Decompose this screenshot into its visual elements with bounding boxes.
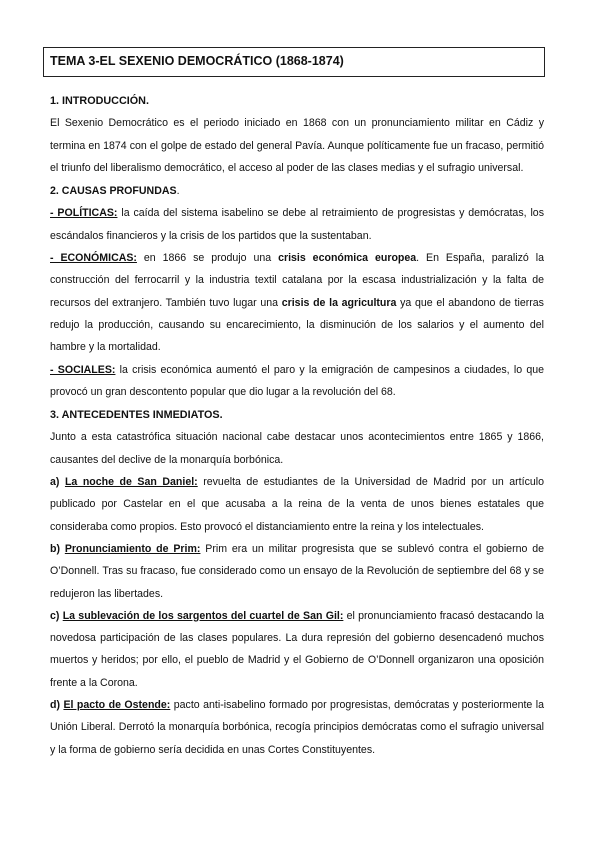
label-economicas: - ECONÓMICAS:	[50, 252, 137, 265]
label-politicas: - POLÍTICAS:	[50, 207, 118, 220]
heading-period: .	[176, 185, 180, 198]
section-heading-introduccion: 1. INTRODUCCIÓN.	[50, 95, 149, 107]
document-body	[50, 90, 544, 761]
item-label: La noche de San Daniel:	[64, 476, 198, 489]
paragraph-economicas	[50, 247, 544, 358]
paragraph-politicas	[50, 202, 544, 247]
item-text: revuelta de estudiantes de la Universidad de Madrid por un artículo publicado por Castelar en el que acusaba a la reina de la venta de unos bienes estatales que consideraba como propios. Esto provocó el distanciamiento entre la reina y los intelectuales.	[50, 476, 545, 533]
item-label: Pronunciamiento de Prim:	[64, 542, 201, 555]
list-item-c	[50, 605, 544, 694]
text-sociales: la crisis económica aumentó el paro y la emigración de campesinos a ciudades, lo que provocó un gran descontento popular que dio lugar a la revolución del 68.	[50, 363, 545, 398]
title-box	[43, 47, 545, 77]
item-label: El pacto de Ostende:	[63, 699, 171, 712]
list-item-a	[50, 471, 544, 538]
item-letter: b)	[50, 542, 60, 555]
paragraph-antecedentes-intro: Junto a esta catastrófica situación nacional cabe destacar unos acontecimientos entre 1865 y 1866, causantes del declive de la monarquía borbónica.	[50, 431, 544, 466]
text-economicas-3: ya que el abandono de tierras redujo la producción, causando su encarecimiento, la disminución de los salarios y el aumento del hambre y la mortalidad.	[50, 296, 544, 354]
item-text: pacto anti-isabelino formado por progresistas, demócratas y posteriormente la Unión Liberal. Derrotó la monarquía borbónica, recogía principios demócratas como el sufragio universal y la forma de gobierno sería decidida en unas Cortes Constituyentes.	[50, 699, 545, 756]
item-text: Prim era un militar progresista que se sublevó contra el gobierno de O’Donnell. Tras su fracaso, fue considerado como un ensayo de la Revolución de septiembre del 68 y se redujeron las libertades.	[50, 542, 544, 600]
list-item-b	[50, 538, 544, 605]
text-politicas: la caída del sistema isabelino se debe al retraimiento de progresistas y demócratas, los escándalos financieros y la crisis de los partidos que la sustentaban.	[50, 207, 544, 242]
heading-number: 2.	[50, 185, 59, 198]
bold-crisis-europea: crisis económica europea	[278, 252, 417, 265]
section-heading-causas	[50, 180, 544, 202]
text-economicas-1: en 1866 se produjo una	[136, 252, 279, 265]
section-heading-antecedentes: 3. ANTECEDENTES INMEDIATOS.	[50, 409, 223, 422]
bold-crisis-agricultura: crisis de la agricultura	[281, 296, 397, 309]
item-letter: c)	[50, 609, 60, 622]
paragraph-introduccion: El Sexenio Democrático es el periodo iniciado en 1868 con un pronunciamiento militar en Cádiz y termina en 1874 con el golpe de estado del general Pavía. Aunque políticamente fue un fracaso, permitió el triunfo del liberalismo democrático, el acceso al poder de las clases medias y el sufragio universal.	[50, 117, 544, 174]
item-text: el pronunciamiento fracasó destacando la novedosa participación de las clases populares. La dura represión del gobierno desencadenó muchos muertos y heridos; por ello, el pueblo de Madrid y el Gobierno de O’Donnell organizaron una oposición frente a la Corona.	[50, 609, 544, 689]
paragraph-sociales	[50, 359, 544, 404]
item-label: La sublevación de los sargentos del cuartel de San Gil:	[62, 609, 344, 622]
heading-text: CAUSAS PROFUNDAS	[58, 185, 177, 198]
text-economicas-2: . En España, paralizó la construcción del ferrocarril y la industria textil catalana por la escasa industrialización y la falta de recursos del extranjero. También tuvo lugar una	[50, 252, 544, 309]
list-item-d	[50, 694, 544, 761]
item-letter: a)	[50, 476, 60, 489]
label-sociales: - SOCIALES:	[50, 363, 116, 376]
item-letter: d)	[50, 699, 60, 712]
page-title: TEMA 3-EL SEXENIO DEMOCRÁTICO (1868-1874)	[50, 54, 344, 68]
